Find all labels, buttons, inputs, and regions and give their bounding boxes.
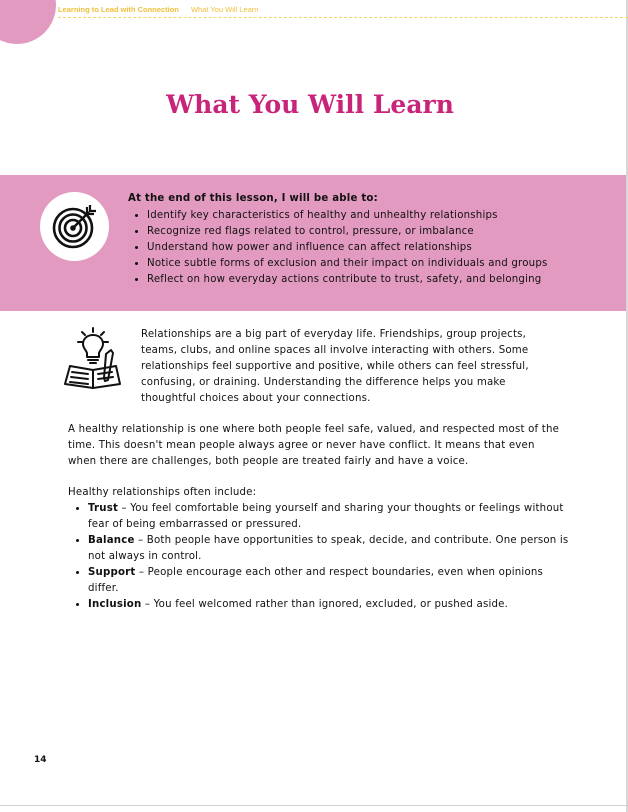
corner-decoration: [0, 0, 56, 44]
running-header: [58, 5, 628, 18]
objective-item: • Notice subtle forms of exclusion and their impact on individuals and groups: [147, 256, 577, 272]
item-term: Balance: [88, 535, 135, 546]
list-item: [88, 501, 574, 533]
target-badge: [40, 192, 109, 261]
definition-paragraph: A healthy relationship is one where both people feel safe, valued, and respected most of the time. This doesn't mean people always agree or never have conflict. It means that even when there are challenges, both people are treated fairly and have a voice.: [68, 424, 560, 467]
item-description: – People encourage each other and respect boundaries, even when opinions differ.: [88, 567, 544, 594]
includes-intro: Healthy relationships often include:: [68, 487, 257, 498]
item-term: Support: [88, 567, 136, 578]
list-item: [88, 597, 574, 613]
lightbulb-book-icon: [60, 326, 122, 390]
list-item: [88, 533, 574, 565]
intro-paragraph: Relationships are a big part of everyday life. Friendships, group projects, teams, clubs, and online spaces all involve interacting with others. Some relationships feel supportive and positive, while others can feel stressful, confusing, or draining. Understanding the difference helps you make thoughtful choices about your connections.: [141, 329, 529, 404]
page-number: 14: [34, 755, 47, 765]
item-description: – You feel comfortable being yourself and sharing your thoughts or feelings without fear of being embarrassed or pressured.: [88, 503, 564, 530]
header-course: Learning to Lead with Connection: [58, 5, 179, 14]
includes-list: [74, 501, 574, 613]
bottom-edge: [0, 805, 628, 806]
item-description: – Both people have opportunities to speak, decide, and contribute. One person is not always in control.: [88, 535, 569, 562]
list-item: [88, 565, 574, 597]
item-term: Trust: [88, 503, 119, 514]
objective-item: • Understand how power and influence can affect relationships: [147, 240, 577, 256]
header-section: What You Will Learn: [190, 5, 259, 14]
item-term: Inclusion: [88, 599, 142, 610]
page-title: What You Will Learn: [166, 90, 454, 119]
objective-item: • Recognize red flags related to control, pressure, or imbalance: [147, 224, 577, 240]
objectives-intro: At the end of this lesson, I will be able to:: [128, 193, 378, 204]
target-icon: [51, 202, 99, 250]
objective-item: • Reflect on how everyday actions contribute to trust, safety, and belonging: [147, 272, 577, 288]
item-description: – You feel welcomed rather than ignored, excluded, or pushed aside.: [141, 599, 509, 610]
objectives-list: [133, 208, 577, 288]
objective-item: • Identify key characteristics of healthy and unhealthy relationships: [147, 208, 577, 224]
learning-objectives-band: [0, 175, 626, 311]
